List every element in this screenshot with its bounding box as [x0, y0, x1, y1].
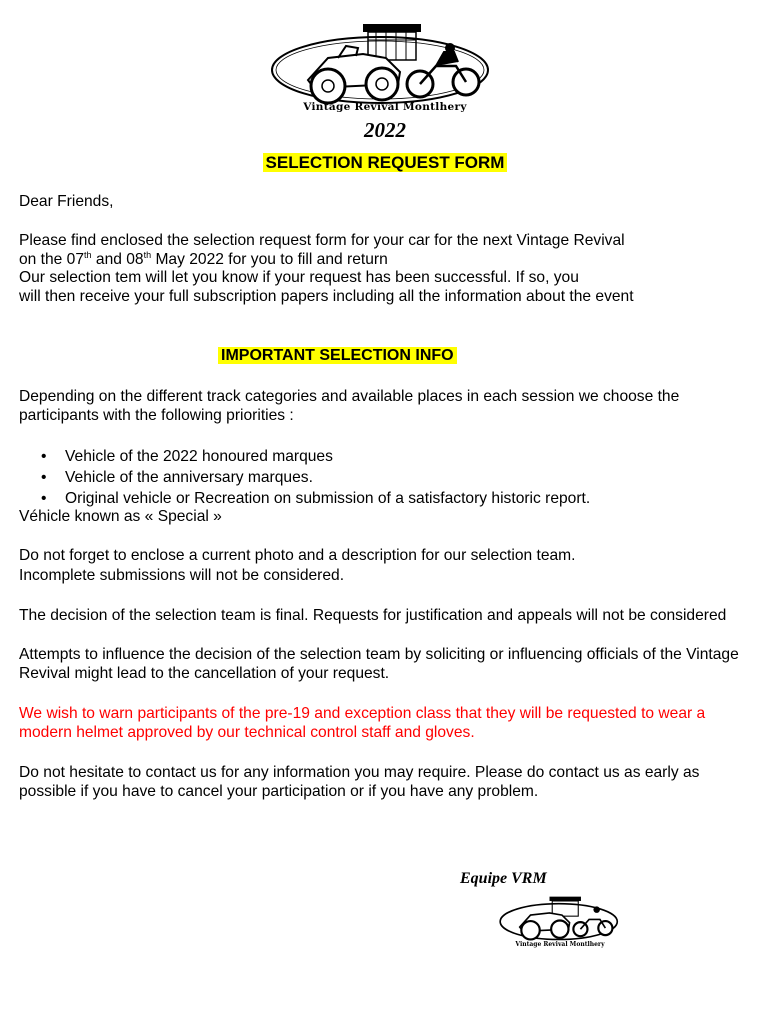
document-year: 2022 [364, 118, 406, 142]
helmet-warning: We wish to warn participants of the pre-19 and exception class that they will be requested to wear a modern helmet approved by our technical control staff and gloves. [19, 705, 706, 741]
signature: Equipe VRM [460, 870, 547, 887]
priority-item: • Vehicle of the anniversary marques. [19, 467, 754, 488]
footer-logo-caption: Vintage Revival Montlhery [515, 941, 605, 948]
important-heading-wrap [218, 347, 457, 365]
intro-line: Our selection tem will let you know if your request has been successful. If so, you [19, 269, 579, 286]
greeting: Dear Friends, [19, 193, 114, 210]
title-wrap [0, 153, 770, 173]
priority-item: • Original vehicle or Recreation on submission of a satisfactory historic report. [19, 488, 754, 509]
special-note: Véhicle known as « Special » [19, 508, 222, 525]
form-title: SELECTION REQUEST FORM [263, 153, 508, 172]
important-heading: IMPORTANT SELECTION INFO [218, 347, 457, 364]
priorities-list [19, 446, 754, 509]
priorities-intro: Depending on the different track categories and available places in each session we choose the participants with the following priorities : [19, 388, 680, 424]
intro-paragraph [19, 232, 754, 306]
intro-line: Please find enclosed the selection request form for your car for the next Vintage Revival [19, 232, 625, 249]
priorities-list-wrap [19, 446, 754, 509]
contact-paragraph: Do not hesitate to contact us for any information you may require. Please do contact us as early as possible if you have to cancel your participation or if you have any problem. [19, 764, 700, 800]
photo-note: Do not forget to enclose a current photo and a description for our selection team. [19, 547, 576, 564]
decision-paragraph: The decision of the selection team is final. Requests for justification and appeals will not be considered [19, 607, 727, 624]
influence-paragraph: Attempts to influence the decision of the selection team by soliciting or influencing officials of the Vintage Revival might lead to the cancellation of your request. [19, 646, 739, 682]
vintage-revival-logo-small [498, 893, 620, 948]
logo-caption: Vintage Revival Montlhery [303, 101, 467, 113]
incomplete-note: Incomplete submissions will not be considered. [19, 567, 345, 584]
intro-line: on the 07th and 08th May 2022 for you to fill and return [19, 249, 388, 268]
intro-line: will then receive your full subscription papers including all the information about the event [19, 287, 634, 305]
priority-item: • Vehicle of the 2022 honoured marques [19, 446, 754, 467]
